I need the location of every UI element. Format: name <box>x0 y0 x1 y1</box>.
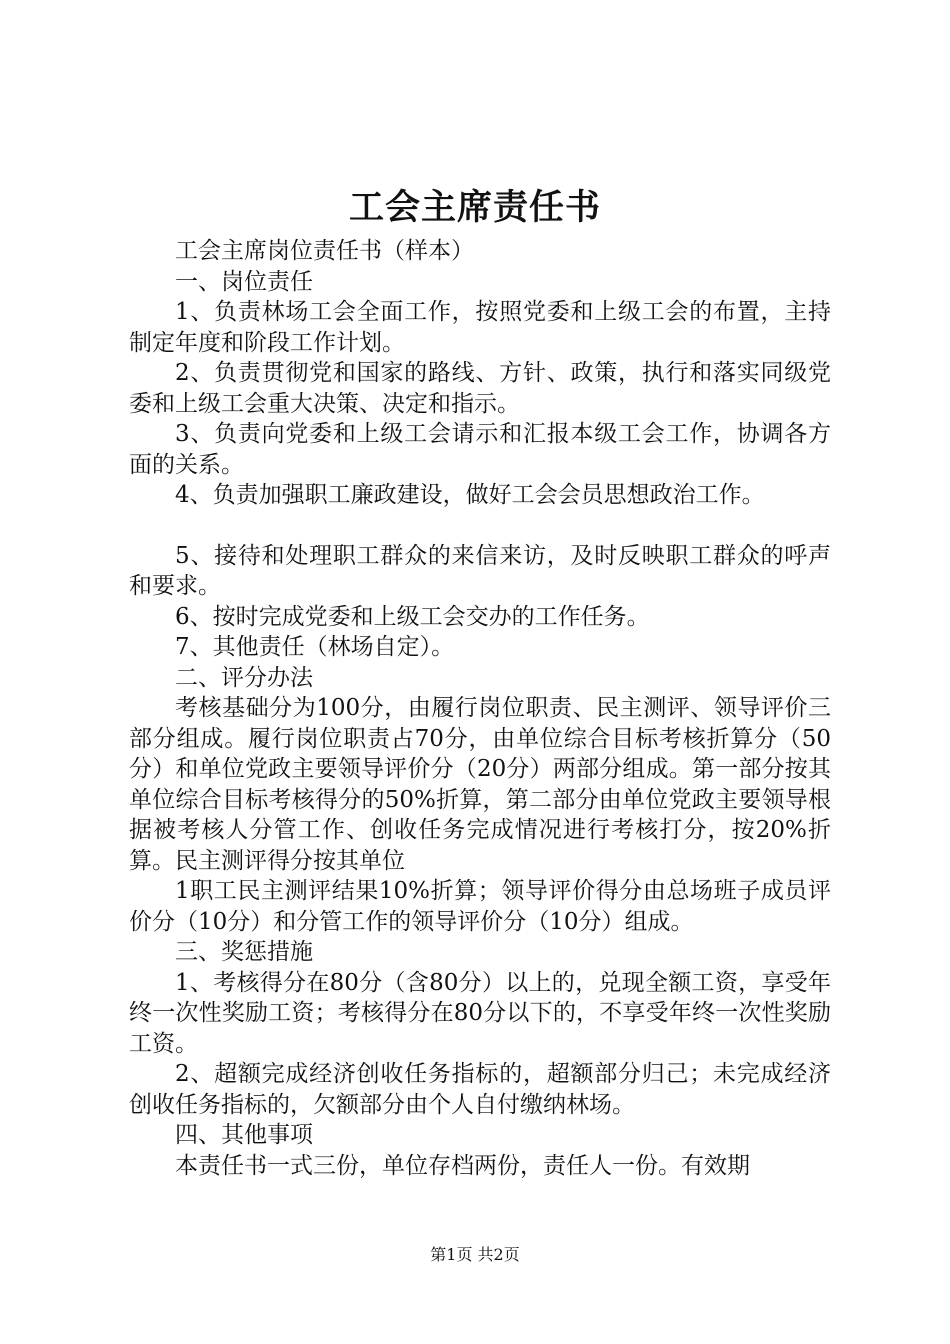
section-heading: 一、岗位责任 <box>175 268 313 295</box>
document-body <box>129 236 831 1181</box>
paragraph: 1职工民主测评结果10%折算；领导评价得分由总场班子成员评价分（10分）和分管工作的领导评价分（10分）组成。 <box>129 878 831 935</box>
paragraph: 6、按时完成党委和上级工会交办的工作任务。 <box>175 603 650 630</box>
section-heading: 四、其他事项 <box>175 1122 313 1148</box>
document-title: 工会主席责任书 <box>348 187 601 228</box>
paragraph: 5、接待和处理职工群众的来信来访，及时反映职工群众的呼声和要求。 <box>129 542 831 599</box>
paragraph: 考核基础分为100分，由履行岗位职责、民主测评、领导评价三部分组成。履行岗位职责占70分，由单位综合目标考核折算分（50分）和单位党政主要领导评价分（20分）两部分组成。第一部分按其单位综合目标考核得分的50%折算，第二部分由单位党政主要领导根据被考核人分管工作、创收任务完成情况进行考核打分，按20%折算。民主测评得分按其单位 <box>129 695 831 874</box>
subtitle-paragraph: 工会主席岗位责任书（样本） <box>175 238 474 264</box>
paragraph: 本责任书一式三份，单位存档两份，责任人一份。有效期 <box>175 1152 750 1179</box>
paragraph: 1、负责林场工会全面工作，按照党委和上级工会的布置，主持制定年度和阶段工作计划。 <box>129 299 831 356</box>
paragraph: 2、超额完成经济创收任务指标的，超额部分归己；未完成经济创收任务指标的，欠额部分由个人自付缴纳林场。 <box>129 1061 831 1118</box>
paragraph: 7、其他责任（林场自定）。 <box>175 634 455 660</box>
paragraph: 2、负责贯彻党和国家的路线、方针、政策，执行和落实同级党委和上级工会重大决策、决定和指示。 <box>129 360 831 417</box>
paragraph: 3、负责向党委和上级工会请示和汇报本级工会工作，协调各方面的关系。 <box>129 421 831 478</box>
paragraph: 1、考核得分在80分（含80分）以上的，兑现全额工资，享受年终一次性奖励工资；考核得分在80分以下的，不享受年终一次性奖励工资。 <box>129 969 831 1057</box>
paragraph: 4、负责加强职工廉政建设，做好工会会员思想政治工作。 <box>175 482 765 508</box>
section-heading: 二、评分办法 <box>175 664 313 691</box>
section-heading: 三、奖惩措施 <box>175 939 313 965</box>
page-footer: 第1页 共2页 <box>430 1245 520 1264</box>
